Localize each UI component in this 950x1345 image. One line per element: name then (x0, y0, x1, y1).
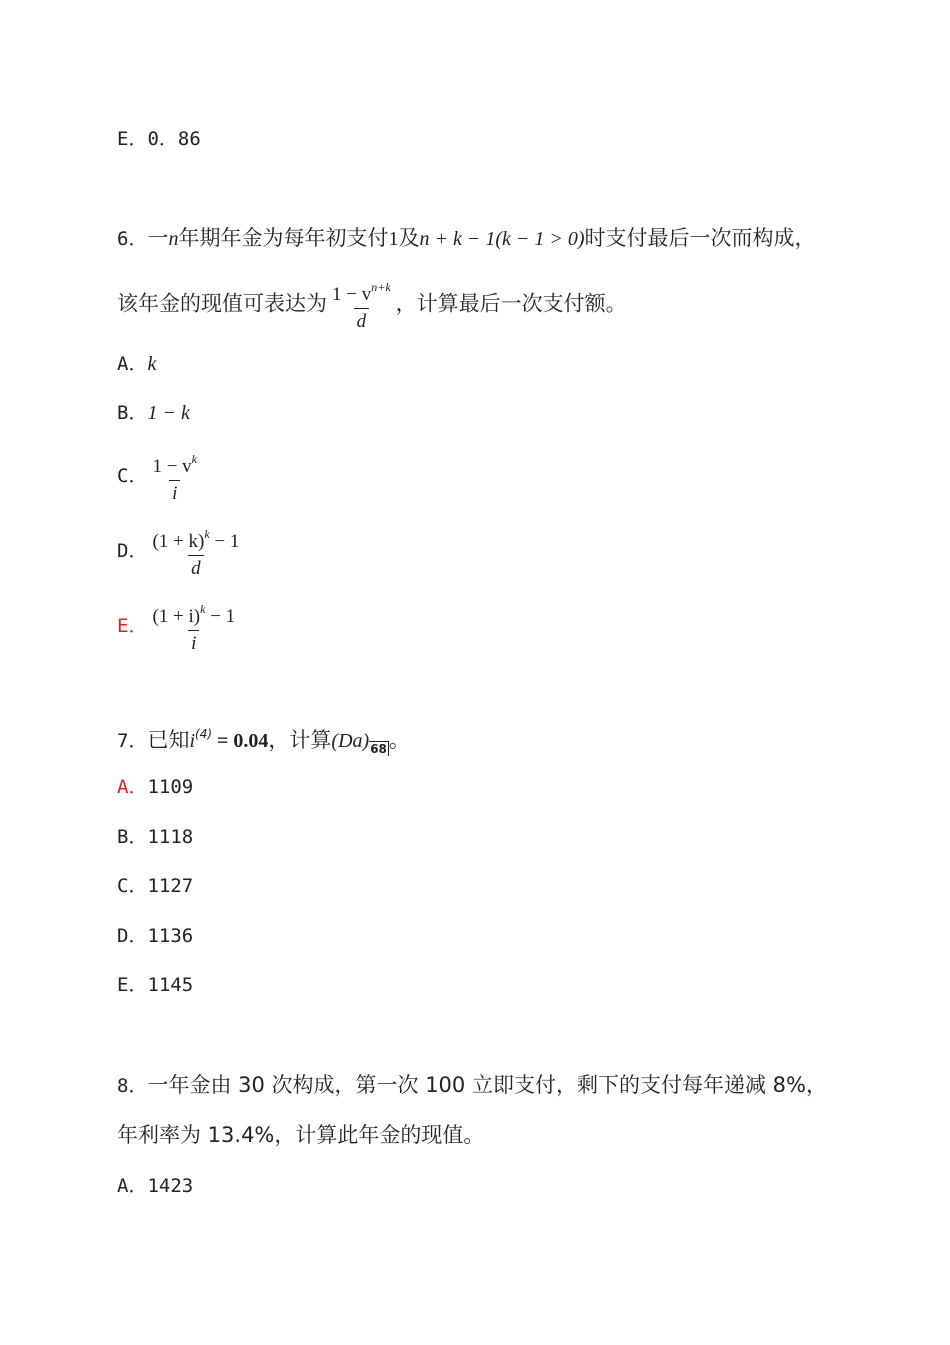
formula-sup: k (191, 452, 197, 466)
q6-text: 一 (147, 226, 169, 250)
formula-numerator: (1 + k) (152, 531, 205, 552)
q7-option-c (117, 871, 193, 900)
option-label: E． (117, 974, 148, 996)
formula-denominator: d (188, 555, 204, 580)
option-label: C． (117, 875, 148, 897)
option-label: A． (117, 353, 148, 375)
q7-text-part: 已知 (147, 728, 190, 752)
q6-option-d (117, 523, 244, 580)
option-label: E． (117, 128, 148, 150)
option-value: 0．86 (147, 128, 201, 150)
option-label: C． (117, 465, 148, 487)
option-value: 1109 (147, 776, 194, 798)
q6-formula (329, 276, 394, 333)
q7-var-i: i (189, 730, 196, 752)
option-value: 1 − k (147, 402, 190, 424)
option-formula (149, 598, 238, 655)
q7-option-a (117, 772, 193, 801)
q8-text-line1 (117, 1071, 827, 1100)
formula-numerator: (1 + i) (152, 606, 201, 627)
option-label: D． (117, 540, 148, 562)
q5-option-e (117, 124, 201, 153)
option-value: 1127 (147, 875, 194, 897)
question-number: 6． (117, 228, 148, 250)
q6-option-e (117, 598, 240, 655)
option-value: 1145 (147, 974, 194, 996)
q7-text-part: ，计算 (268, 728, 332, 752)
option-label: D． (117, 925, 148, 947)
q7-eq: = 0.04 (212, 730, 269, 752)
option-value: 1118 (147, 826, 194, 848)
question-number: 8． (117, 1075, 148, 1097)
q6-text-line1 (117, 224, 816, 253)
q7-option-e (117, 970, 193, 999)
formula-sup: k (204, 527, 210, 541)
option-label: B． (117, 402, 148, 424)
q6-text: ，计算最后一次支付额。 (395, 291, 627, 316)
option-formula (149, 523, 242, 580)
q8-option-a (117, 1171, 193, 1200)
q6-text: 及 (398, 226, 420, 250)
q6-var-n: n (168, 228, 179, 250)
q6-expr: n + k − 1(k − 1 > 0) (419, 228, 585, 250)
option-value: 1423 (147, 1175, 194, 1197)
q6-option-c (117, 448, 202, 505)
formula-numerator: 1 − v (152, 456, 192, 477)
q6-option-b (117, 398, 190, 427)
option-label: B． (117, 826, 148, 848)
formula-sup: n+k (371, 280, 391, 294)
formula-denominator: i (188, 630, 199, 655)
option-label-correct: E． (117, 615, 148, 637)
formula-numerator: 1 − v (332, 284, 372, 305)
q6-text-line2 (117, 276, 627, 333)
q8-text-line2 (117, 1121, 484, 1149)
q7-option-d (117, 921, 193, 950)
formula-denominator: i (169, 480, 180, 505)
q7-angle-sub: 68 (370, 742, 387, 756)
option-label-correct: A． (117, 776, 148, 798)
formula-sup: k (200, 602, 206, 616)
q7-text-part: 。 (388, 728, 410, 752)
option-formula (149, 448, 200, 505)
formula-numerator-tail: − 1 (205, 606, 236, 627)
q6-option-a (117, 349, 156, 378)
option-value: 1136 (147, 925, 194, 947)
q6-one: 1 (388, 228, 399, 250)
formula-denominator: d (354, 308, 370, 333)
option-value: k (147, 353, 157, 375)
q6-text: 年期年金为每年初支付 (178, 226, 389, 250)
q8-text: 年利率为 13.4%，计算此年金的现值。 (117, 1123, 485, 1147)
q7-option-b (117, 822, 193, 851)
q7-text (117, 720, 410, 763)
q7-sup: (4) (195, 727, 213, 741)
question-number: 7． (117, 730, 148, 752)
q7-expr: (Da) (331, 730, 370, 752)
q6-text: 该年金的现值可表达为 (117, 291, 327, 316)
q8-text: 一年金由 30 次构成，第一次 100 立即支付，剩下的支付每年递减 8%， (147, 1073, 827, 1097)
q6-text: 时支付最后一次而构成， (584, 226, 816, 250)
formula-numerator-tail: − 1 (209, 531, 240, 552)
option-label: A． (117, 1175, 148, 1197)
